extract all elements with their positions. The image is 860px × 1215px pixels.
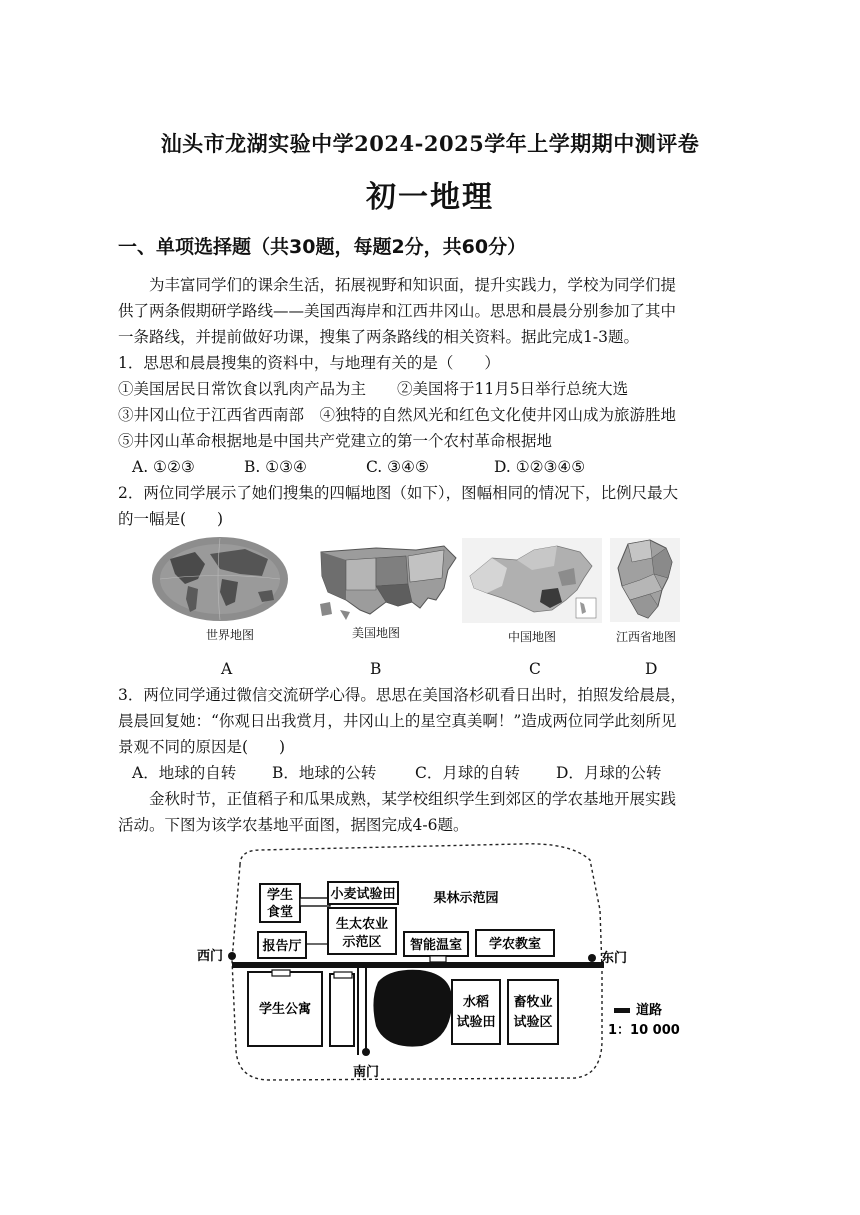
farm-base-plan-map	[190, 840, 690, 1090]
intro2-line: 金秋时节，正值稻子和瓜果成熟，某学校组织学生到郊区的学农基地开展实践	[149, 790, 677, 808]
legend-road-symbol	[614, 1008, 630, 1013]
pond	[373, 970, 452, 1047]
legend-scale: 1：10 000	[608, 1023, 680, 1038]
intro2-line: 活动。下图为该学农基地平面图，据图完成4-6题。	[118, 816, 469, 834]
q1-item: ⑤井冈山革命根据地是中国共产党建立的第一个农村革命根据地	[118, 432, 553, 450]
door-marker	[272, 970, 290, 976]
intro-line: 供了两条假期研学路线——美国西海岸和江西井冈山。思思和晨晨分别参加了其中	[118, 302, 677, 320]
label-wheat-field: 小麦试验田	[330, 887, 396, 902]
label-orchard: 果林示范园	[433, 891, 499, 906]
jiangxi-map-image	[610, 538, 680, 622]
label-canteen: 食堂	[266, 905, 294, 920]
question-3-stem: 3．两位同学通过微信交流研学心得。思思在美国洛杉矶看日出时，拍照发给晨晨，	[118, 686, 686, 704]
label-livestock: 畜牧业	[513, 995, 553, 1010]
door-marker	[334, 972, 352, 978]
label-rice-field: 试验田	[456, 1015, 496, 1030]
q1-item: ③井冈山位于江西省西南部 ④独特的自然风光和红色文化使井冈山成为旅游胜地	[118, 406, 677, 424]
label-canteen: 学生	[266, 888, 294, 903]
q1-option-c[interactable]: C. ③④⑤	[366, 458, 429, 476]
section-heading: 一、单项选择题（共30题，每题2分，共60分）	[118, 236, 527, 258]
question-2-stem-cont: 的一幅是( )	[118, 510, 224, 528]
west-gate-marker	[228, 952, 236, 960]
label-greenhouse: 智能温室	[409, 938, 463, 953]
label-south-gate: 南门	[352, 1065, 380, 1080]
map-option-c[interactable]: C	[529, 660, 541, 678]
question-2-stem: 2．两位同学展示了她们搜集的四幅地图（如下），图幅相同的情况下，比例尺最大	[118, 484, 679, 502]
q1-option-d[interactable]: D. ①②③④⑤	[494, 458, 586, 476]
intro-line: 为丰富同学们的课余生活，拓展视野和知识面，提升实践力，学校为同学们提	[149, 276, 677, 294]
q3-option-c[interactable]: C．月球的自转	[415, 764, 520, 782]
map-caption-china: 中国地图	[507, 630, 556, 644]
map-figures	[150, 534, 690, 684]
legend-road-label: 道路	[636, 1003, 663, 1018]
exam-title: 汕头市龙湖实验中学2024-2025学年上学期期中测评卷	[160, 131, 700, 156]
q1-option-b[interactable]: B. ①③④	[244, 458, 307, 476]
q1-option-a[interactable]: A. ①②③	[132, 458, 195, 476]
map-caption-usa: 美国地图	[351, 626, 400, 640]
label-eco-agriculture: 示范区	[342, 935, 382, 950]
east-gate-marker	[588, 954, 596, 962]
q1-options	[132, 454, 585, 480]
q3-options	[132, 760, 661, 786]
world-map-image	[150, 534, 290, 624]
label-livestock: 试验区	[513, 1015, 553, 1030]
livestock-block	[508, 980, 558, 1044]
q3-option-a[interactable]: A．地球的自转	[132, 764, 237, 782]
label-dormitory: 学生公寓	[258, 1002, 312, 1017]
map-option-d[interactable]: D	[645, 660, 658, 678]
question-3-stem-cont: 晨晨回复她：“你观日出我赏月，井冈山上的星空真美啊！”造成两位同学此刻所见	[118, 712, 677, 730]
map-option-a[interactable]: A	[221, 660, 233, 678]
south-gate-marker	[362, 1048, 370, 1056]
intro-line: 一条路线，并提前做好功课，搜集了两条路线的相关资料。据此完成1-3题。	[118, 328, 639, 346]
door-marker	[430, 956, 446, 962]
label-west-gate: 西门	[196, 949, 224, 964]
map-caption-world: 世界地图	[205, 628, 254, 642]
main-road	[232, 962, 604, 968]
question-3-stem-cont: 景观不同的原因是( )	[118, 738, 286, 756]
usa-map-image	[316, 540, 461, 622]
rice-field-block	[452, 980, 500, 1044]
map-caption-jiangxi: 江西省地图	[615, 630, 676, 644]
label-lecture-hall: 报告厅	[262, 939, 302, 954]
china-map-image	[462, 538, 602, 623]
connector	[300, 898, 330, 906]
label-eco-agriculture: 生太农业	[335, 917, 389, 932]
label-classroom: 学农教室	[488, 937, 542, 952]
q3-option-d[interactable]: D．月球的公转	[556, 764, 662, 782]
building-block	[330, 974, 354, 1046]
intro-paragraph	[118, 272, 744, 298]
q3-option-b[interactable]: B．地球的公转	[272, 764, 377, 782]
map-option-b[interactable]: B	[370, 660, 382, 678]
question-1-stem: 1．思思和晨晨搜集的资料中，与地理有关的是（ ）	[118, 354, 500, 372]
q1-item: ①美国居民日常饮食以乳肉产品为主 ②美国将于11月5日举行总统大选	[118, 380, 629, 398]
exam-subject: 初一地理	[366, 180, 494, 215]
label-rice-field: 水稻	[462, 995, 490, 1010]
label-east-gate: 东门	[600, 951, 628, 966]
